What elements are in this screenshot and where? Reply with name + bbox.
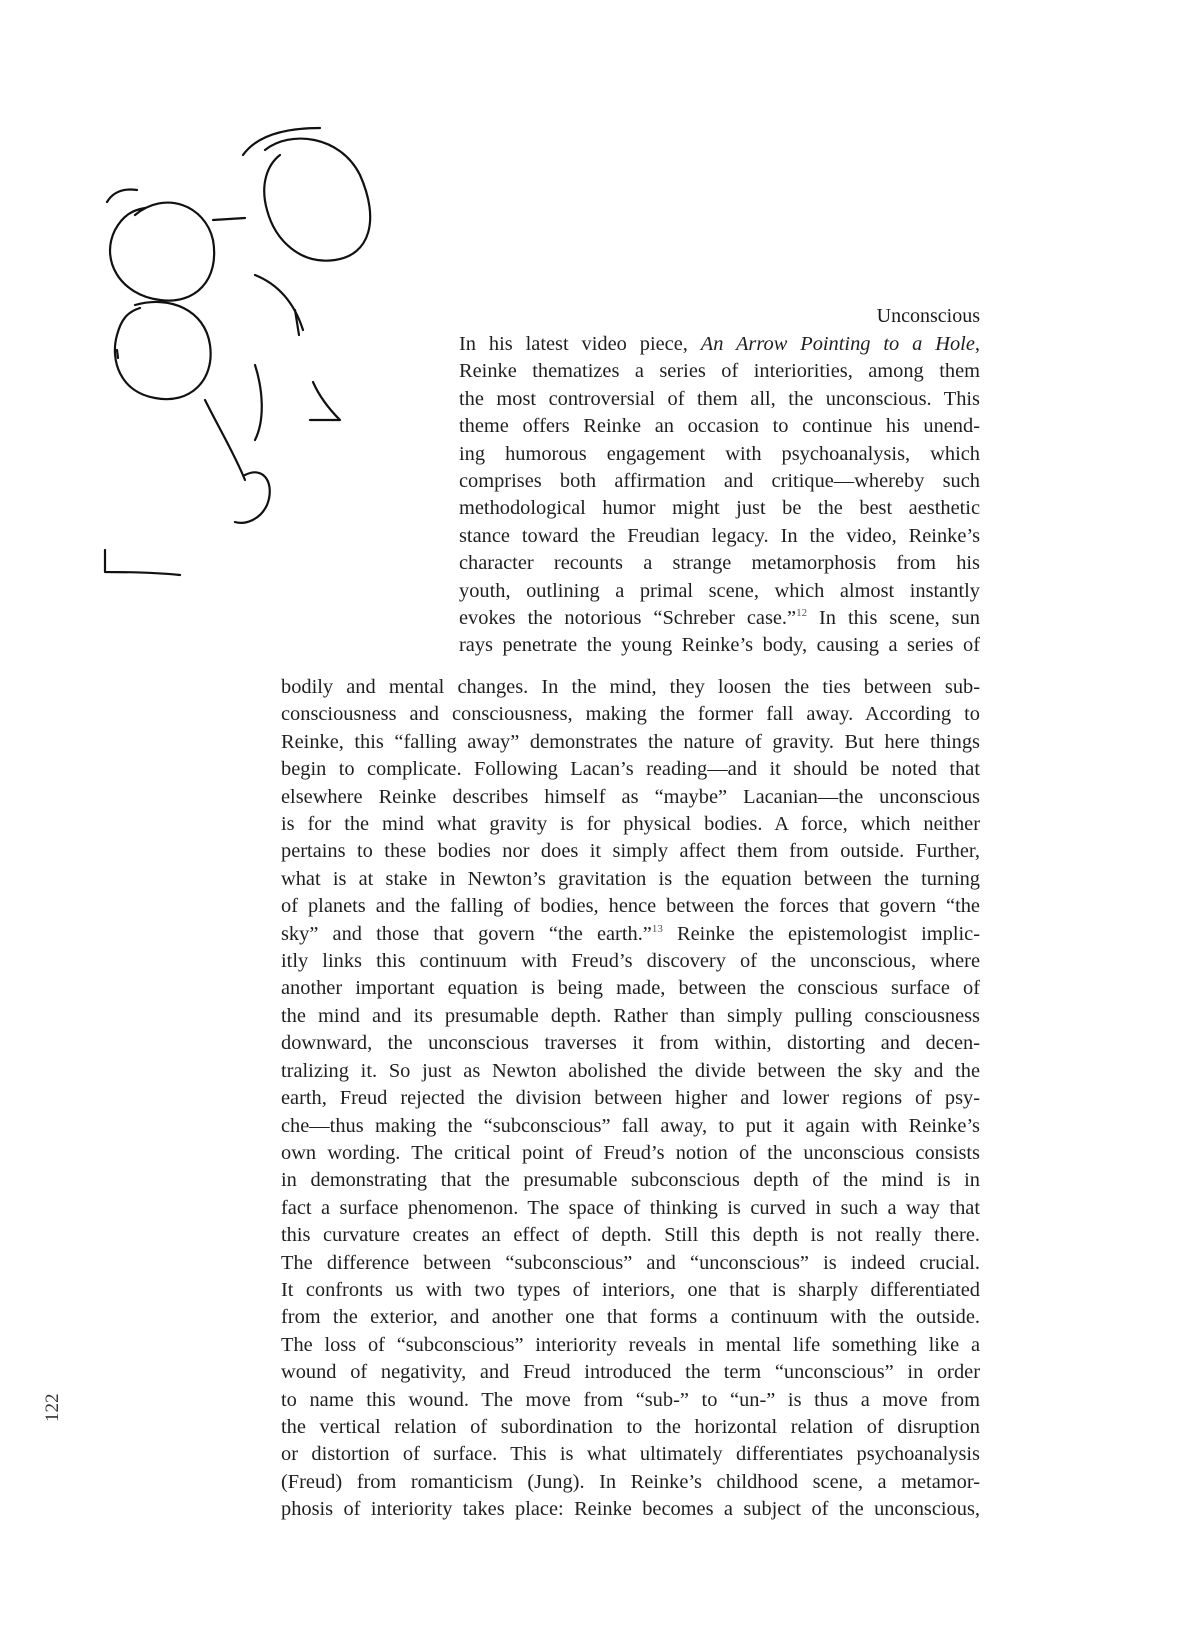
body-text-narrow: [459, 331, 980, 660]
text-line: In his latest video piece, An Arrow Pointing to a Hole,: [459, 333, 981, 355]
section-heading: Unconscious: [876, 305, 980, 327]
text-line: elsewhere Reinke describes himself as “maybe” Lacanian—the unconscious: [281, 785, 980, 808]
text-line: earth, Freud rejected the division between higher and lower regions of psy-: [281, 1087, 980, 1110]
text-line: evokes the notorious “Schreber case.”$^{12}$ In this scene, sun: [459, 607, 980, 630]
text-line: another important equation is being made, between the conscious surface of: [281, 977, 980, 1000]
text-line: comprises both affirmation and critique—whereby such: [459, 470, 980, 493]
text-line: Reinke, this “falling away” demonstrates the nature of gravity. But here things: [281, 730, 980, 753]
text-line: rays penetrate the young Reinke’s body, causing a series of: [459, 634, 980, 657]
text-line: this curvature creates an effect of depth. Still this depth is not really there.: [281, 1224, 980, 1247]
text-line: It confronts us with two types of interiors, one that is sharply differentiated: [281, 1278, 980, 1301]
text-line: the mind and its presumable depth. Rather than simply pulling consciousness: [281, 1004, 980, 1027]
text-line: ing humorous engagement with psychoanalysis, which: [459, 442, 980, 465]
text-line: to name this wound. The move from “sub-” to “un-” is thus a move from: [281, 1388, 980, 1411]
text-line: begin to complicate. Following Lacan’s reading—and it should be noted that: [281, 758, 980, 781]
text-line: sky” and those that govern “the earth.”$^{13}$ Reinke the epistemologist implic-: [281, 922, 980, 945]
text-line: pertains to these bodies nor does it simply affect them from outside. Further,: [281, 840, 980, 863]
text-line: tralizing it. So just as Newton abolished the divide between the sky and the: [281, 1059, 980, 1082]
body-text-wide: [281, 674, 980, 1524]
text-line: or distortion of surface. This is what ultimately differentiates psychoanalysis: [281, 1443, 980, 1466]
text-line: wound of negativity, and Freud introduced the term “unconscious” in order: [281, 1361, 980, 1384]
text-line: in demonstrating that the presumable subconscious depth of the mind is in: [281, 1169, 980, 1192]
text-line: own wording. The critical point of Freud’s notion of the unconscious consists: [281, 1141, 980, 1164]
hand-drawn-figure: [95, 120, 405, 620]
text-line: downward, the unconscious traverses it from within, distorting and decen-: [281, 1032, 980, 1055]
text-line: youth, outlining a primal scene, which almost instantly: [459, 579, 980, 602]
text-line: phosis of interiority takes place: Reinke becomes a subject of the unconscious,: [281, 1498, 980, 1521]
text-line: the vertical relation of subordination to the horizontal relation of disruption: [281, 1415, 980, 1438]
text-line: is for the mind what gravity is for physical bodies. A force, which neither: [281, 813, 980, 836]
text-line: of planets and the falling of bodies, hence between the forces that govern “the: [281, 895, 980, 918]
text-line: che—thus making the “subconscious” fall away, to put it again with Reinke’s: [281, 1114, 980, 1137]
text-line: itly links this continuum with Freud’s discovery of the unconscious, where: [281, 950, 980, 973]
text-line: Reinke thematizes a series of interiorities, among them: [459, 360, 980, 383]
text-line: bodily and mental changes. In the mind, they loosen the ties between sub-: [281, 676, 980, 698]
text-line: methodological humor might just be the best aesthetic: [459, 497, 980, 520]
text-line: The loss of “subconscious” interiority reveals in mental life something like a: [281, 1333, 980, 1356]
text-line: (Freud) from romanticism (Jung). In Reinke’s childhood scene, a metamor-: [281, 1470, 980, 1493]
text-line: stance toward the Freudian legacy. In the video, Reinke’s: [459, 524, 980, 547]
text-line: from the exterior, and another one that forms a continuum with the outside.: [281, 1306, 980, 1329]
text-line: theme offers Reinke an occasion to continue his unend-: [459, 415, 980, 438]
text-line: what is at stake in Newton’s gravitation is the equation between the turning: [281, 867, 980, 890]
text-line: character recounts a strange metamorphosis from his: [459, 552, 980, 575]
text-line: the most controversial of them all, the unconscious. This: [459, 387, 980, 410]
text-line: The difference between “subconscious” and “unconscious” is indeed crucial.: [281, 1251, 980, 1274]
text-line: fact a surface phenomenon. The space of thinking is curved in such a way that: [281, 1196, 980, 1219]
text-line: consciousness and consciousness, making the former fall away. According to: [281, 703, 980, 726]
page-number: 122: [42, 1393, 63, 1422]
